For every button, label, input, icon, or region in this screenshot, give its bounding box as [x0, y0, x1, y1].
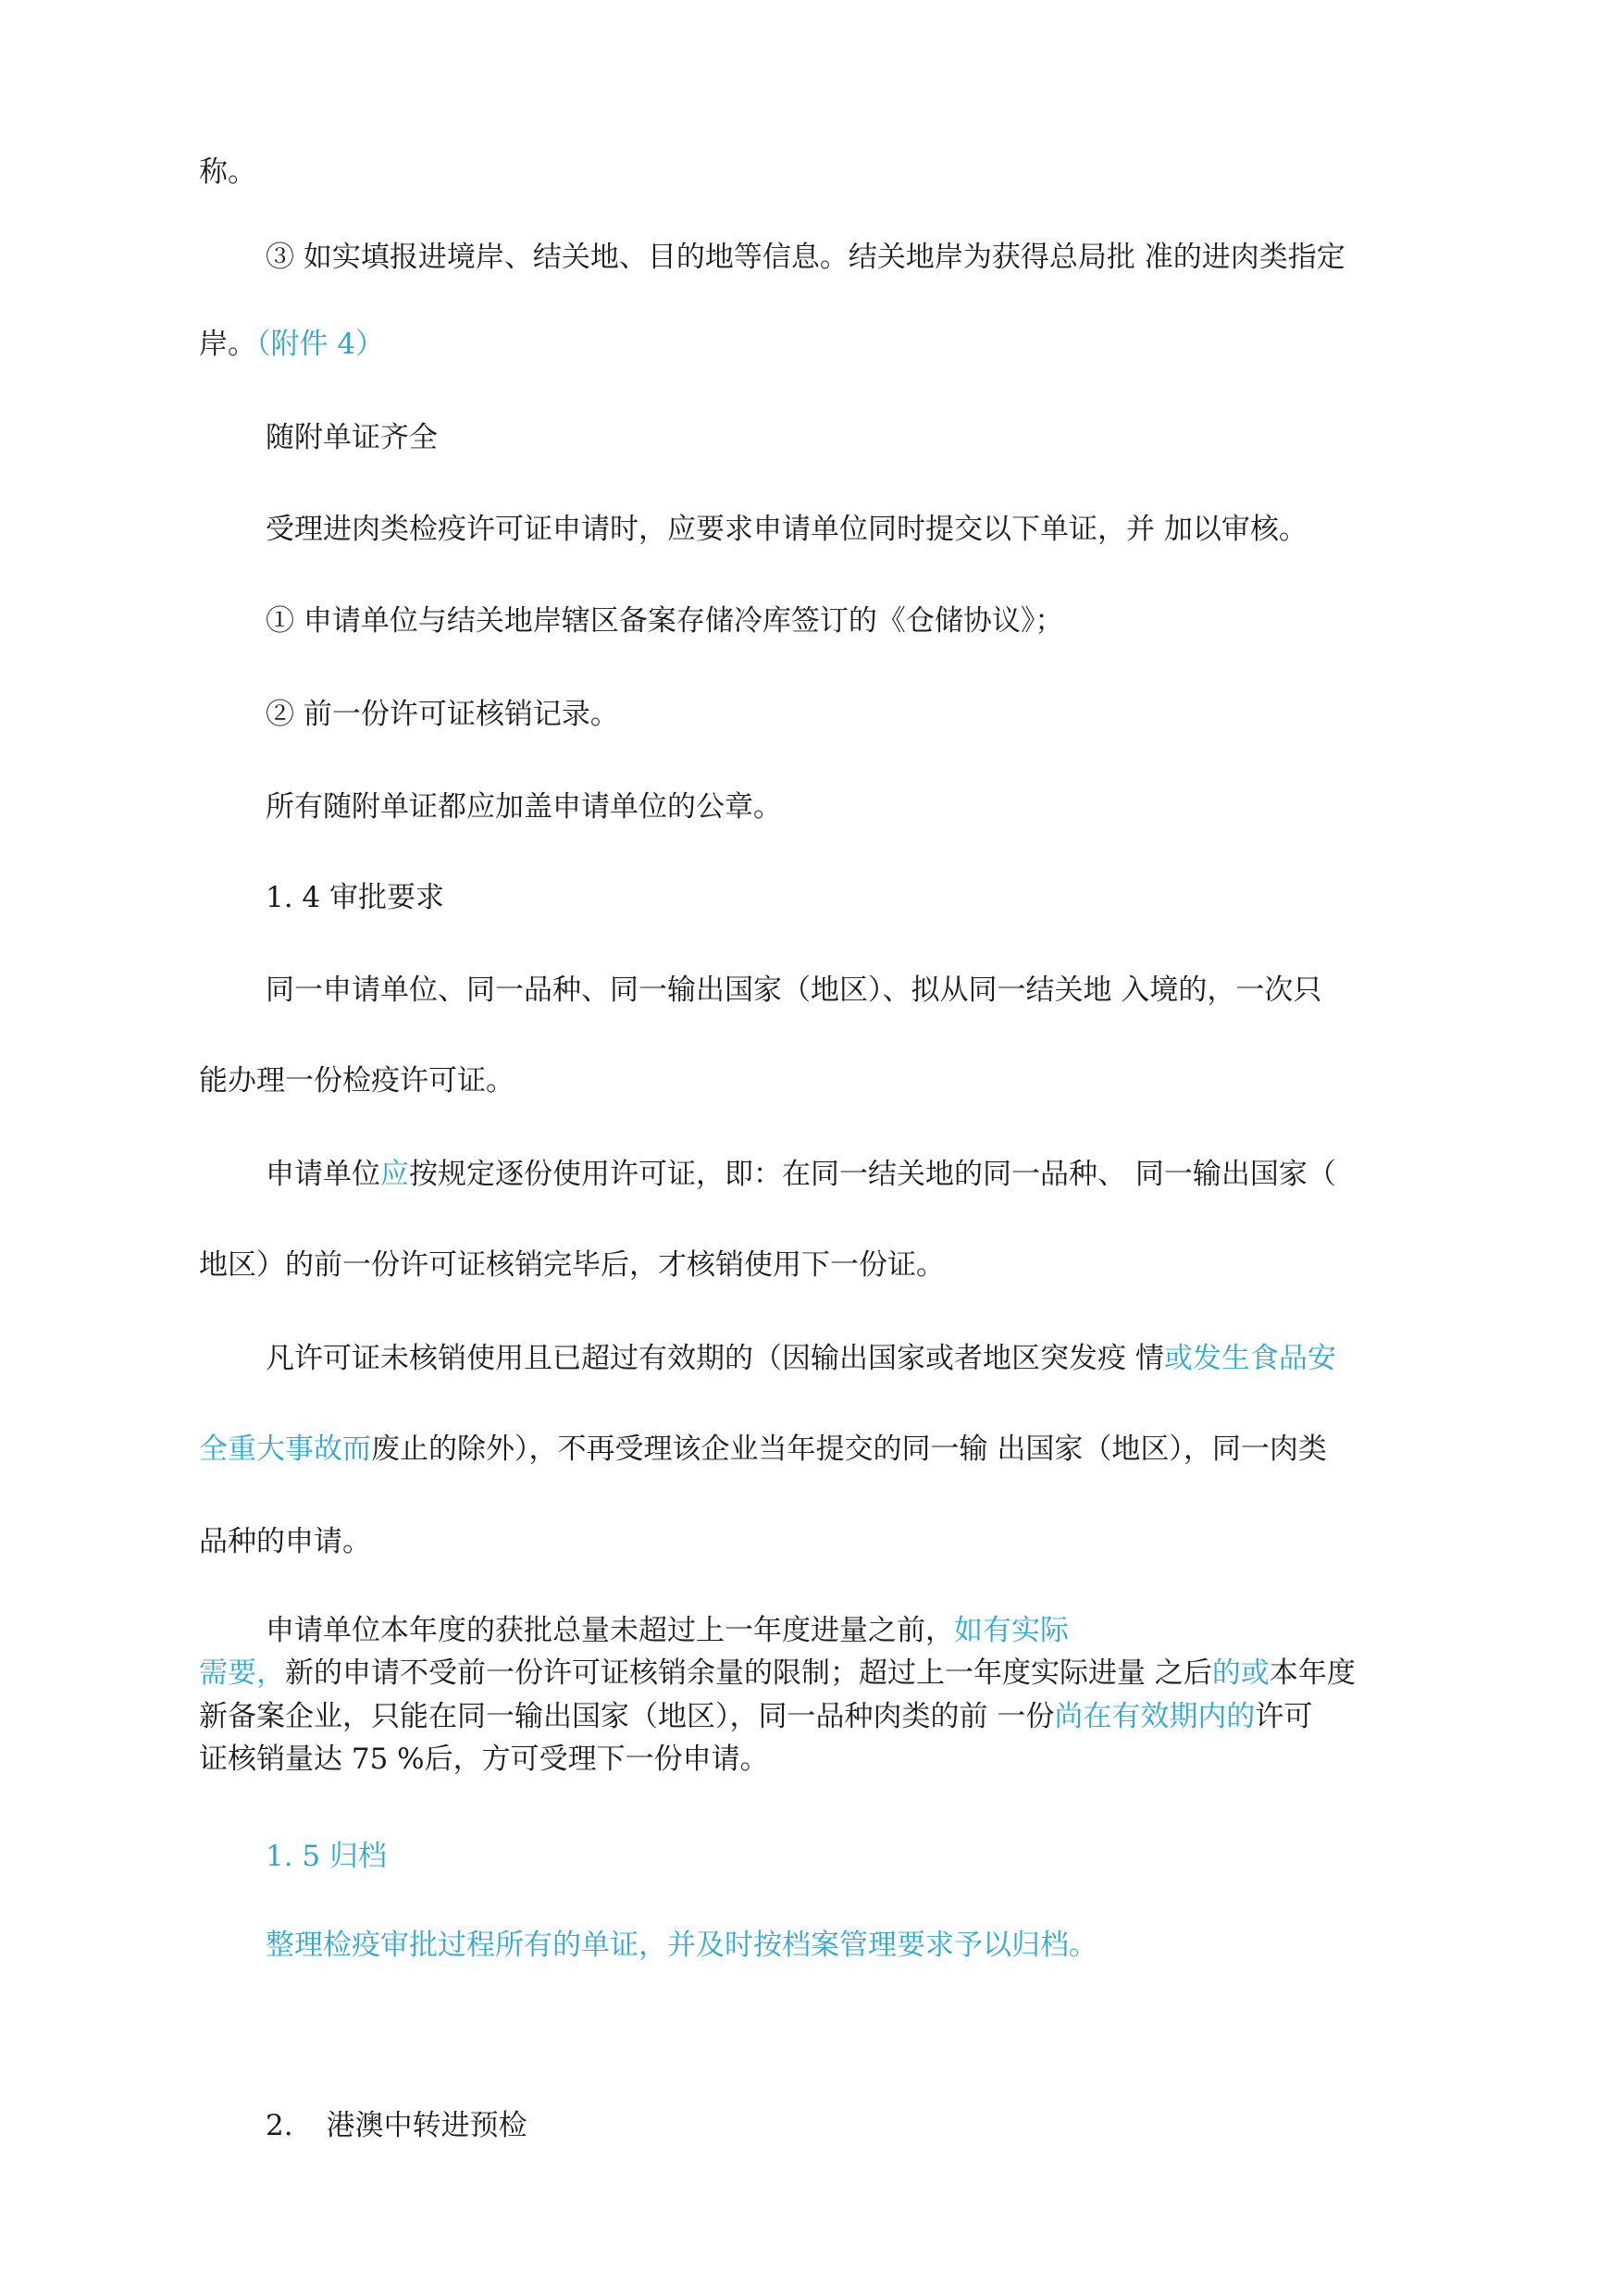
highlighted-text: 或发生食品安: [1163, 1342, 1336, 1375]
paragraph-line: [266, 1340, 1336, 1377]
paragraph-line: [199, 1523, 371, 1560]
text: 港澳中转进预检: [326, 2109, 527, 2142]
highlighted-text: 应: [380, 1158, 409, 1191]
paragraph-line: [199, 1655, 1356, 1692]
text: 本年度: [1269, 1656, 1356, 1690]
text: 申请单位本年度的获批总量未超过上一年度进量之前，: [266, 1614, 954, 1647]
text: 1. 5 归档: [266, 1840, 388, 1873]
paragraph-line: [266, 972, 1321, 1009]
highlighted-text: 需要，: [199, 1656, 285, 1690]
text: 1. 4 审批要求: [266, 881, 445, 914]
highlighted-text: 的或: [1211, 1656, 1270, 1690]
text: 品种的申请。: [199, 1525, 371, 1558]
paragraph-line: [266, 511, 1308, 548]
paragraph-line: [266, 1156, 1336, 1193]
text: 证核销量达 75 %后，方可受理下一份申请。: [199, 1743, 769, 1776]
section-heading: [266, 2107, 527, 2144]
paragraph-line: [266, 696, 619, 733]
text: 按规定逐份使用许可证，即：在同一结关地的同一品种、 同一输出国家（: [409, 1158, 1336, 1191]
paragraph-line: [199, 1431, 1327, 1468]
text: ① 申请单位与结关地岸辖区备案存储冷库签订的《仓储协议》；: [266, 604, 1064, 638]
highlighted-text: 如有实际: [954, 1614, 1069, 1647]
text: ② 前一份许可证核销记录。: [266, 698, 619, 731]
paragraph-line: [266, 788, 782, 825]
text: 整理检疫审批过程所有的单证，并及时按档案管理要求予以归档。: [266, 1929, 1097, 1962]
attachment-link[interactable]: （附件 4）: [256, 328, 385, 361]
text: 岸。: [199, 328, 256, 361]
paragraph-line: [266, 1612, 1069, 1649]
paragraph-line: [199, 1247, 945, 1284]
text: 许可: [1255, 1700, 1313, 1733]
section-heading: [266, 879, 444, 916]
text: 废止的除外），不再受理该企业当年提交的同一输 出国家（地区），同一肉类: [371, 1433, 1327, 1466]
text: 地区）的前一份许可证核销完毕后，才核销使用下一份证。: [199, 1248, 945, 1282]
text: 所有随附单证都应加盖申请单位的公章。: [266, 790, 782, 824]
paragraph-line: [266, 1927, 1097, 1964]
text: 称。: [199, 155, 256, 189]
paragraph-line: [266, 602, 1063, 639]
highlighted-text: 全重大事故而: [199, 1433, 371, 1466]
text: 新的申请不受前一份许可证核销余量的限制；超过上一年度实际进量 之后: [285, 1656, 1212, 1690]
text: ③ 如实填报进境岸、结关地、目的地等信息。结关地岸为获得总局批 准的进肉类指定: [266, 241, 1345, 274]
text: 凡许可证未核销使用且已超过有效期的（因输出国家或者地区突发疫 情: [266, 1342, 1164, 1375]
text: 能办理一份检疫许可证。: [199, 1064, 514, 1098]
highlighted-text: 尚在有效期内的: [1054, 1700, 1256, 1733]
text: 新备案企业，只能在同一输出国家（地区），同一品种肉类的前 一份: [199, 1700, 1055, 1733]
paragraph-line: [199, 326, 384, 363]
text: 受理进肉类检疫许可证申请时，应要求申请单位同时提交以下单证，并 加以审核。: [266, 513, 1308, 546]
text: 申请单位: [266, 1158, 380, 1191]
text: 同一申请单位、同一品种、同一输出国家（地区）、拟从同一结关地 入境的，一次只: [266, 974, 1322, 1007]
section-number: 2.: [266, 2109, 293, 2142]
paragraph-line: [199, 1741, 769, 1778]
paragraph-line: [199, 1698, 1312, 1735]
paragraph-line: [266, 239, 1345, 276]
paragraph-line: [199, 154, 256, 191]
section-heading: [266, 1838, 387, 1875]
text: 随附单证齐全: [266, 421, 438, 454]
paragraph-line: [266, 419, 438, 456]
paragraph-line: [199, 1062, 514, 1099]
